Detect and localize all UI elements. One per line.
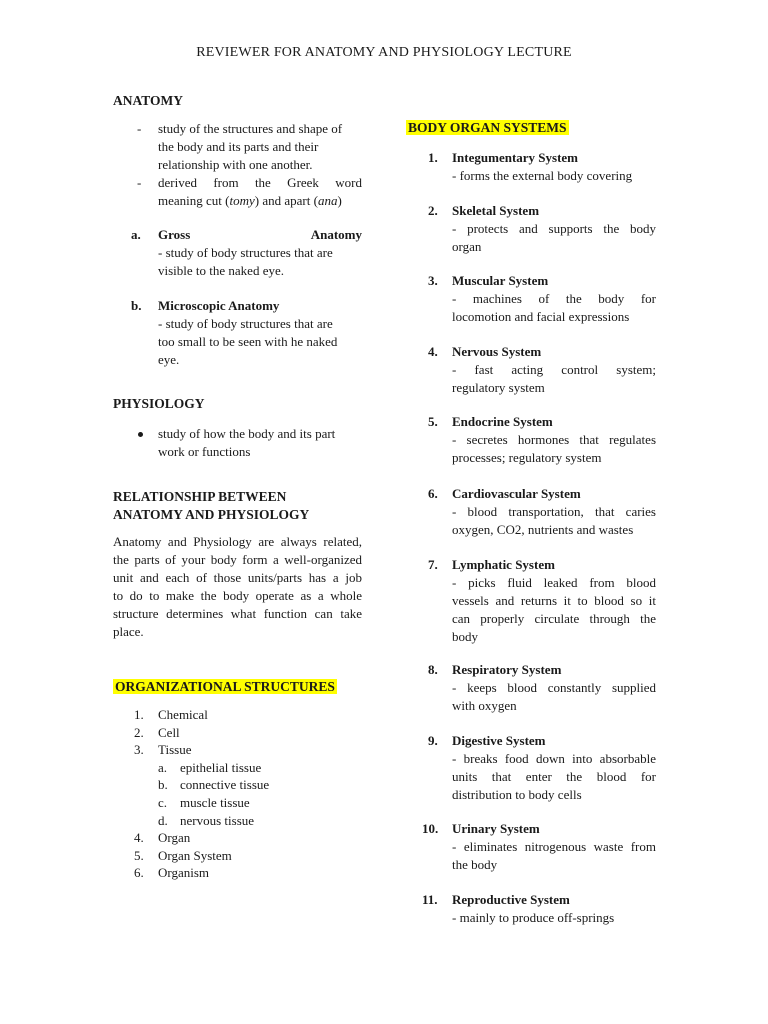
list-number: c. — [158, 795, 168, 810]
system-number: 1. — [428, 150, 438, 165]
bullet-line: relationship with one another. — [158, 157, 313, 172]
organizational-heading — [113, 678, 337, 696]
sub-desc-line: eye. — [158, 352, 180, 367]
system-desc-line: - blood transportation, that caries — [452, 504, 656, 519]
list-text: connective tissue — [180, 777, 270, 793]
heading-line: RELATIONSHIP BETWEEN — [113, 489, 287, 504]
bullet-dash: - — [137, 175, 142, 190]
body-systems-heading — [406, 119, 569, 137]
list-number: d. — [158, 812, 168, 828]
org-subitem — [113, 812, 362, 830]
relationship-paragraph — [113, 533, 362, 641]
paragraph-line: unit and each of those units/parts has a job — [113, 570, 362, 585]
list-text: epithelial tissue — [180, 759, 262, 775]
system-desc-line: - picks fluid leaked from blood — [452, 575, 656, 590]
system-title: Digestive System — [452, 733, 546, 748]
list-number: 2. — [134, 724, 144, 740]
sub-label: b. — [131, 298, 142, 313]
system-desc-line: regulatory system — [452, 380, 545, 395]
org-item — [113, 829, 362, 847]
system-desc-line: - breaks food down into absorbable — [452, 751, 656, 766]
system-number: 5. — [428, 414, 438, 429]
system-desc-line: vessels and returns it to blood so it — [452, 593, 656, 608]
org-item — [113, 706, 362, 724]
system-title: Respiratory System — [452, 662, 562, 677]
heading-line: ANATOMY AND PHYSIOLOGY — [113, 507, 310, 522]
system-number: 10. — [422, 821, 439, 836]
org-subitem — [113, 759, 362, 777]
etymology-tomy: tomy — [229, 193, 255, 208]
sub-desc-line: visible to the naked eye. — [158, 263, 284, 278]
bullet-line: study of the structures and shape of — [158, 121, 343, 136]
gross-anatomy-title — [158, 226, 362, 244]
sub-desc-line: too small to be seen with he naked — [158, 334, 338, 349]
system-desc-line: processes; regulatory system — [452, 450, 602, 465]
system-desc-line: - forms the external body covering — [452, 168, 633, 183]
highlighted-heading: BODY ORGAN SYSTEMS — [408, 120, 567, 135]
system-title: Cardiovascular System — [452, 486, 581, 501]
bullet-line: work or functions — [158, 444, 251, 459]
system-desc-line: oxygen, CO2, nutrients and wastes — [452, 522, 634, 537]
system-desc-line: - secretes hormones that regulates — [452, 432, 656, 447]
list-number: 4. — [134, 830, 144, 846]
list-text: Tissue — [158, 742, 192, 758]
system-number: 11. — [422, 892, 438, 907]
list-number: 5. — [134, 847, 144, 863]
paragraph-line: to do to make the body operate as a whole — [113, 588, 362, 603]
document-title: REVIEWER FOR ANATOMY AND PHYSIOLOGY LECTURE — [196, 45, 572, 60]
list-text: nervous tissue — [180, 812, 255, 828]
title-word: Gross — [158, 227, 191, 242]
system-desc-line: distribution to body cells — [452, 787, 582, 802]
list-text: muscle tissue — [180, 795, 250, 810]
paragraph-line: structure determines what function can take — [113, 606, 362, 621]
org-item — [113, 847, 362, 865]
list-number: 3. — [134, 742, 144, 758]
system-desc-line: - eliminates nitrogenous waste from — [452, 839, 656, 854]
bullet-line: the body and its parts and their — [158, 139, 319, 154]
system-title: Muscular System — [452, 273, 549, 288]
list-number: a. — [158, 759, 168, 775]
bullet-line: study of how the body and its part — [158, 426, 336, 441]
relationship-heading — [113, 488, 362, 524]
paragraph-line: place. — [113, 624, 144, 639]
system-title: Nervous System — [452, 344, 542, 359]
system-desc-line: with oxygen — [452, 698, 517, 713]
system-number: 7. — [428, 557, 438, 572]
system-number: 8. — [428, 662, 438, 677]
system-desc-line: organ — [452, 239, 482, 254]
org-item — [113, 724, 362, 742]
anatomy-heading: ANATOMY — [113, 93, 183, 108]
system-desc-line: locomotion and facial expressions — [452, 309, 630, 324]
system-title: Urinary System — [452, 821, 540, 836]
list-text: Organism — [158, 865, 210, 881]
bullet-dash: - — [137, 121, 142, 136]
etymology-text: meaning cut ( — [158, 193, 230, 208]
etymology-text: ) — [337, 193, 342, 208]
system-desc-line: units that enter the blood for — [452, 769, 656, 784]
system-desc-line: - keeps blood constantly supplied — [452, 680, 656, 695]
system-number: 6. — [428, 486, 438, 501]
bullet-line-etymology — [158, 192, 362, 210]
org-subitem — [113, 776, 362, 794]
org-subitem — [113, 794, 362, 812]
system-desc-line: the body — [452, 857, 498, 872]
etymology-ana: ana — [317, 193, 338, 208]
system-number: 2. — [428, 203, 438, 218]
list-text: Organ — [158, 830, 191, 846]
system-title: Endocrine System — [452, 414, 553, 429]
system-desc-line: - fast acting control system; — [452, 362, 656, 377]
title-word: Anatomy — [310, 227, 362, 242]
bullet-dot-icon — [138, 432, 143, 437]
system-desc-line: body — [452, 629, 478, 644]
system-desc-line: - machines of the body for — [452, 291, 656, 306]
system-title: Skeletal System — [452, 203, 540, 218]
sub-desc-line: - study of body structures that are — [158, 245, 333, 260]
system-desc-line: can properly circulate through the — [452, 611, 656, 626]
org-item — [113, 741, 362, 759]
system-title: Lymphatic System — [452, 557, 555, 572]
sub-desc-line: - study of body structures that are — [158, 316, 333, 331]
highlighted-heading: ORGANIZATIONAL STRUCTURES — [115, 679, 335, 694]
bullet-line: derived from the Greek word — [158, 175, 362, 190]
list-text: Chemical — [158, 707, 208, 722]
system-desc-line: - protects and supports the body — [452, 221, 656, 236]
system-title: Reproductive System — [452, 892, 570, 907]
physiology-heading: PHYSIOLOGY — [113, 396, 205, 411]
system-title: Integumentary System — [452, 150, 579, 165]
list-number: 6. — [134, 865, 144, 881]
paragraph-line: the parts of your body form a well-organized — [113, 552, 362, 567]
list-number: 1. — [134, 707, 144, 722]
system-desc-line: - mainly to produce off-springs — [452, 910, 615, 925]
sub-label: a. — [131, 227, 141, 242]
list-number: b. — [158, 777, 168, 793]
list-text: Cell — [158, 724, 180, 740]
paragraph-line: Anatomy and Physiology are always related, — [113, 534, 362, 549]
system-number: 3. — [428, 273, 438, 288]
list-text: Organ System — [158, 847, 232, 863]
system-number: 9. — [428, 733, 438, 748]
system-number: 4. — [428, 344, 438, 359]
etymology-text: ) and apart ( — [254, 193, 318, 208]
org-item — [113, 864, 362, 882]
microscopic-anatomy-title: Microscopic Anatomy — [158, 298, 280, 313]
